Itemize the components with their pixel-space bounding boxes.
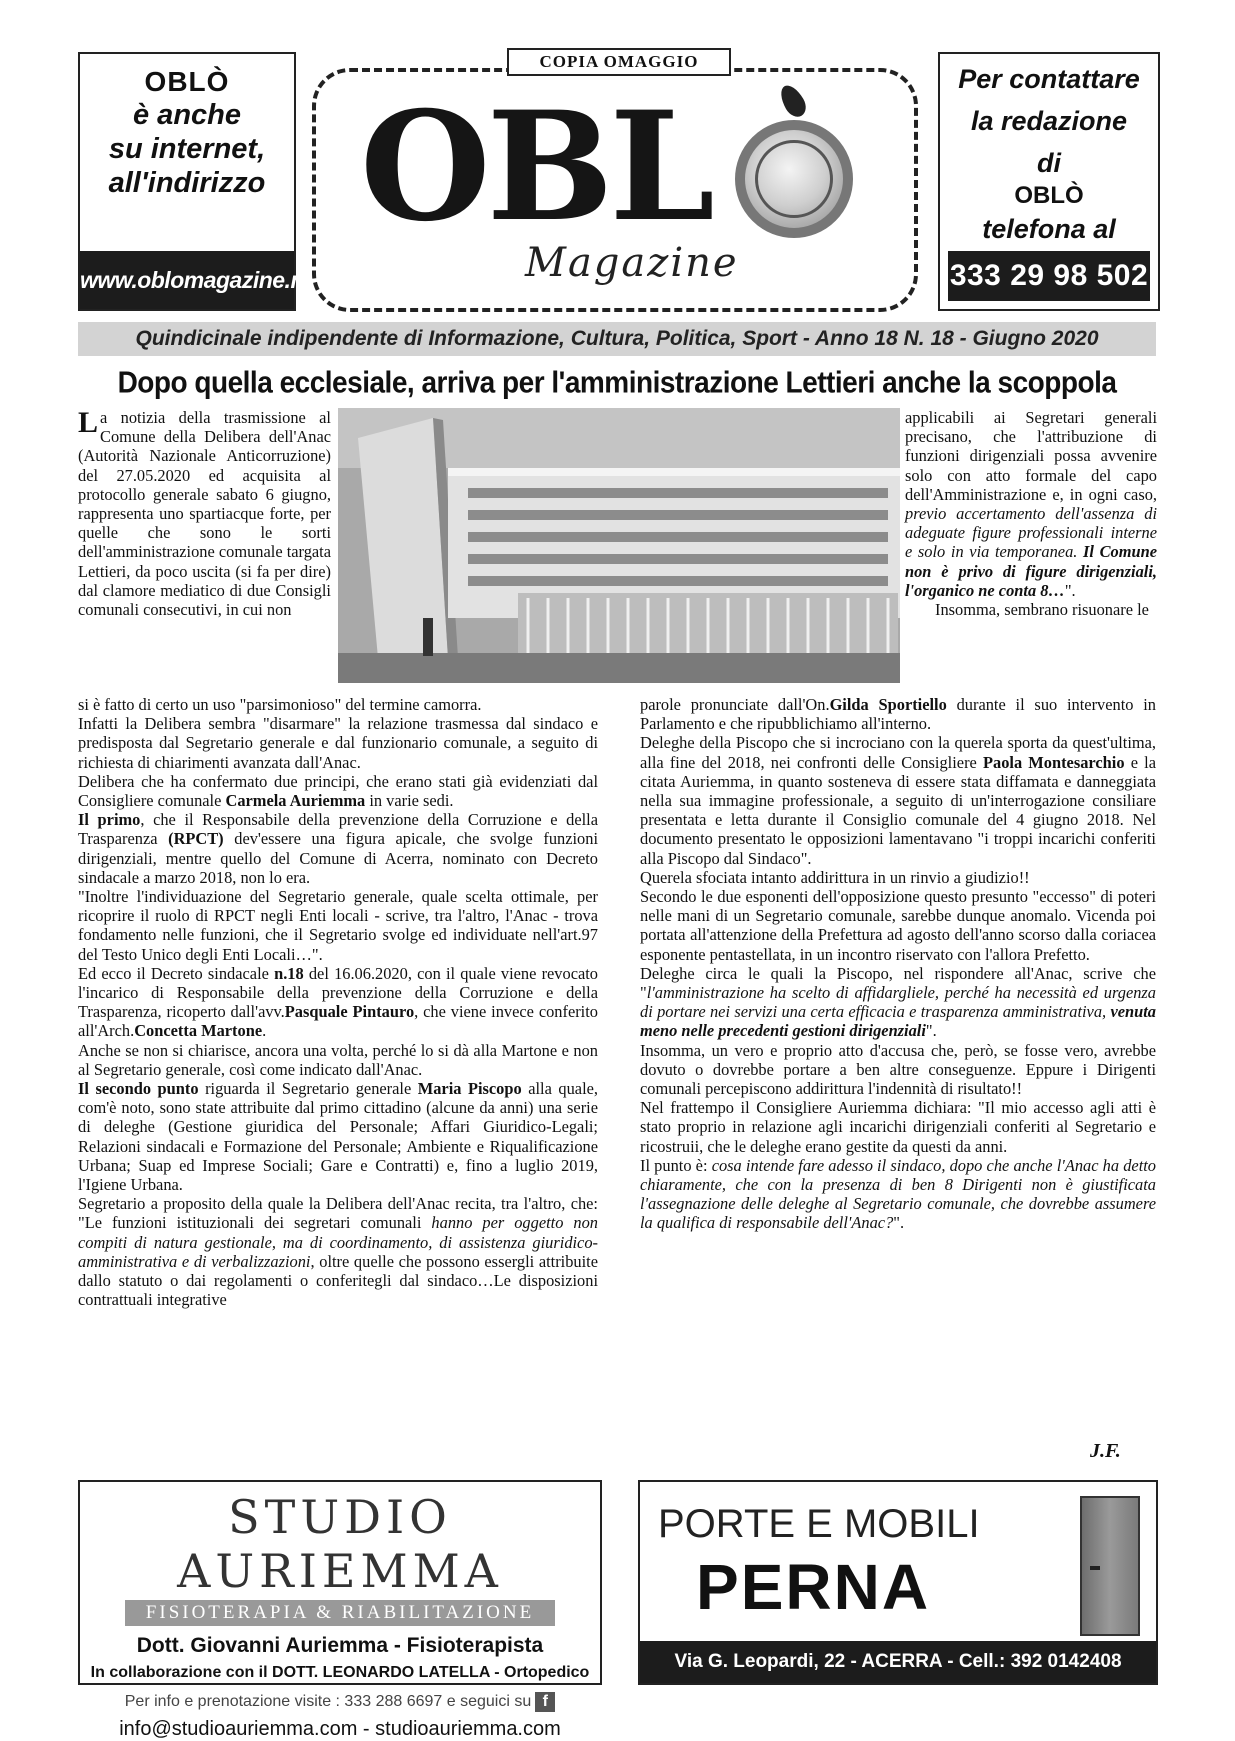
building-photo-icon (338, 408, 900, 683)
article-paragraph: Deleghe della Piscopo che si incrociano con la querela sporta da quest'ultima, alla fine del 2018, nei confronti delle Consigliere Paola Montesarchio e la citata Auriemma, in quanto sosteneva di essere stata diffamata e danneggiata nella sua immagine professionale, a seguito di un'interrogazione consiliare presentata e letta durante il Consiglio comunale del 4 giugno 2018. Nel documento presentato le opposizioni lamentavano "i troppi incarichi conferiti alla Piscopo dal Sindaco". (640, 733, 1156, 868)
door-icon (1080, 1496, 1140, 1636)
article-paragraph: Il punto è: cosa intende fare adesso il sindaco, dopo che anche l'Anac ha detto chiaramente, che con la presenza di ben 8 Dirigenti non è giustificata l'assegnazione delle deleghe al Segretario comunale, che dovrebbe assumere la qualifica di responsabile dell'Anac?". (640, 1155, 1156, 1233)
article-paragraph: parole pronunciate dall'On.Gilda Sportiello durante il suo intervento in Parlamento e che ripubblichiamo all'interno. (640, 695, 1156, 734)
ad-studio-doctor: Dott. Giovanni Auriemma - Fisioterapista (136, 1634, 544, 1657)
article-column-left (78, 695, 598, 1310)
internet-box (78, 52, 324, 311)
ad-perna-tagline: PORTE E MOBILI (658, 1502, 980, 1546)
article-text: applicabili ai Segretari generali precisano, che l'attribuzione di funzioni dirigenziali possa avvenire solo con atto formale del capo dell'Amministrazione e, in ogni caso, (905, 408, 1157, 504)
facebook-icon[interactable]: f (535, 1692, 555, 1712)
article-paragraph: si è fatto di certo un uso "parsimonioso" del termine camorra. (78, 695, 482, 714)
contact-box-line: la redazione (970, 106, 1128, 136)
website-link[interactable]: www.oblomagazine.net (80, 251, 294, 309)
article-paragraph: Nel frattempo il Consigliere Auriemma dichiara: "Il mio accesso agli atti è stato proprio in relazione agli incarichi dirigenziali conferiti al Segretario e ricostruii, che le deleghe erano gestite da questi da anni. (640, 1098, 1156, 1156)
ad-studio-info: Per info e prenotazione visite : 333 288 6697 e seguici su f (80, 1692, 600, 1712)
article-paragraph: Secondo le due esponenti dell'opposizione questo presunto "eccesso" di poteri nelle mani di un Segretario comunale, sarebbe dunque anomalo. Vicenda poi portata all'attenzione della Prefettura ad agosto dell'anno scorso dalla coriacea esponente pentastellata, in un incontro riservato con l'allora Prefetto. (640, 887, 1156, 964)
article-column-top-right (905, 408, 1157, 619)
article-paragraph: Delibera che ha confermato due principi, che erano stati già evidenziati dal Consigliere comunale Carmela Auriemma in varie sedi. (78, 771, 598, 811)
contact-box-line: telefona al (982, 214, 1116, 244)
ad-studio-service: FISIOTERAPIA & RIABILITAZIONE (125, 1600, 555, 1626)
article-paragraph: Il secondo punto riguarda il Segretario generale Maria Piscopo alla quale, com'è noto, sono state attribuite dal primo cittadino (alcune da anni) una serie di deleghe (Gestione giuridica del Personale; Affari Giuridico-Legali; Relazioni sindacali e Formazione del Personale; Ambiente e Riqualificazione Urbana; Suap ed Imprese Sociali; Gare e Contratti) e, fino a luglio 2019, l'Igiene Urbana. (78, 1079, 599, 1195)
article-paragraph: Segretario a proposito della quale la Delibera dell'Anac recita, tra l'altro, che: "Le funzioni istituzionali dei segretari comunali hanno per oggetto non compiti di natura gestionale, ma di coordinamento, di assistenza giuridico-amministrativa e di verbalizzazioni, oltre quelle che possono essergli attribuite dallo statuto o dai regolamenti o conferitegli dal sindaco…Le disposizioni contrattuali integrative (78, 1194, 598, 1310)
article-text-bold-italic: Il Comune non è privo di figure dirigenziali, l'organico ne conta 8… (905, 542, 1157, 600)
article-text: Insomma, sembrano risuonare le (935, 600, 1149, 620)
internet-box-line: è anche (133, 99, 241, 131)
article-paragraph: "Inoltre l'individuazione del Segretario generale, quale scelta ottimale, per ricoprire il ruolo di RPCT negli Enti locali - scrive, tra l'altro, l'Anac - trova fondamento nelle funzioni, che il Segretario svolge ed individuate nell'art.97 del Testo Unico degli Enti Locali…". (78, 887, 598, 964)
ad-perna-brand: PERNA (696, 1551, 931, 1623)
article-paragraph: Infatti la Delibera sembra "disarmare" la relazione trasmessa dal sindaco e predisposta dal Segretario generale e dal funzionario comunale, a seguito di richiesta di chiarimenti avanzata dall'Anac. (78, 714, 598, 772)
masthead-magazine-word: Magazine (525, 240, 739, 286)
ad-perna-address: Via G. Leopardi, 22 - ACERRA - Cell.: 392 0142408 (640, 1641, 1156, 1683)
internet-box-brand: OBLÒ (144, 66, 230, 97)
ad-perna[interactable] (638, 1480, 1158, 1685)
drop-cap: L (78, 406, 99, 439)
article-paragraph: Ed ecco il Decreto sindacale n.18 del 16.06.2020, con il quale viene revocato l'incarico di Responsabile della prevenzione della Corruzione e della Trasparenza, ricoperto dall'avv.Pasquale Pintauro, che viene invece conferito all'Arch.Concetta Martone. (78, 963, 599, 1041)
article-paragraph: Anche se non si chiarisce, ancora una volta, perché lo si dà alla Martone e non al Segretario generale, così come indicato dall'Anac. (78, 1040, 598, 1079)
article-text-italic: previo accertamento dell'assenza di adeguate figure professionali interne e solo in via temporanea. (905, 504, 1157, 562)
contact-box-brand: OBLÒ (1014, 182, 1084, 209)
article-paragraph: Deleghe circa le quali la Piscopo, nel rispondere all'Anac, scrive che "l'amministrazione ha scelto di affidargliele, perché ha necessità ed urgenza di portare nei servizi una certa efficacia e trasparenza amministrativa, venuta meno nelle precedenti gestioni dirigenziali". (640, 963, 1156, 1041)
publication-subtitle: Quindicinale indipendente di Informazione, Cultura, Politica, Sport - Anno 18 N. 18 - Giugno 2020 (78, 322, 1156, 356)
contact-box-line: di (1037, 148, 1061, 178)
internet-box-line: all'indirizzo (108, 167, 266, 199)
article-photo (338, 408, 900, 683)
ad-studio-email[interactable]: info@studioauriemma.com - studioauriemma.com (119, 1718, 561, 1740)
contact-box-line: Per contattare (958, 64, 1140, 94)
article-signature: J.F. (1090, 1440, 1121, 1462)
article-text: ". (1064, 580, 1076, 600)
article-column-top-left (78, 408, 331, 619)
article-column-right (640, 695, 1156, 1233)
article-text: a notizia della trasmissione al Comune della Delibera dell'Anac (Autorità Nazionale Anticorruzione) del 27.05.2020 ed acquisita al protocollo generale sabato 6 giugno, rappresenta uno spartiacque forte, per quelle che sono le sorti dell'amministrazione comunale targata Lettieri, da poco uscita (si fa per dire) dal clamore mediatico di due Consigli comunali consecutivi, in cui non (78, 408, 331, 620)
article-paragraph: Il primo, che il Responsabile della prevenzione della Corruzione e della Trasparenza (RPCT) dev'essere una figura apicale, che svolge funzioni dirigenziali, mentre quello del Comune di Acerra, nominato con Decreto sindacale a marzo 2018, non lo era. (78, 810, 599, 887)
article-headline: Dopo quella ecclesiale, arriva per l'amministrazione Lettieri anche la scoppola (117, 365, 1117, 399)
masthead-logo: OBL (360, 79, 711, 255)
ad-studio-collaboration: In collaborazione con il DOTT. LEONARDO LATELLA - Ortopedico (90, 1664, 590, 1681)
porthole-icon (735, 120, 853, 238)
internet-box-line: su internet, (108, 133, 266, 165)
ad-studio-name: STUDIO AURIEMMA (177, 1490, 503, 1598)
article-paragraph: Insomma, un vero e proprio atto d'accusa che, però, se fosse vero, avrebbe dovuto o dovrebbe portare a ben altre conseguenze. Eppure i Dirigenti comunali percepiscono addirittura l'indennità di risultato!! (640, 1040, 1156, 1099)
contact-phone[interactable]: 333 29 98 502 (948, 251, 1150, 301)
ad-studio-auriemma[interactable] (78, 1480, 602, 1740)
contact-box (938, 52, 1160, 311)
article-paragraph: Querela sfociata intanto addirittura in un rinvio a giudizio!! (640, 867, 1030, 887)
copia-omaggio-label: COPIA OMAGGIO (507, 48, 731, 76)
